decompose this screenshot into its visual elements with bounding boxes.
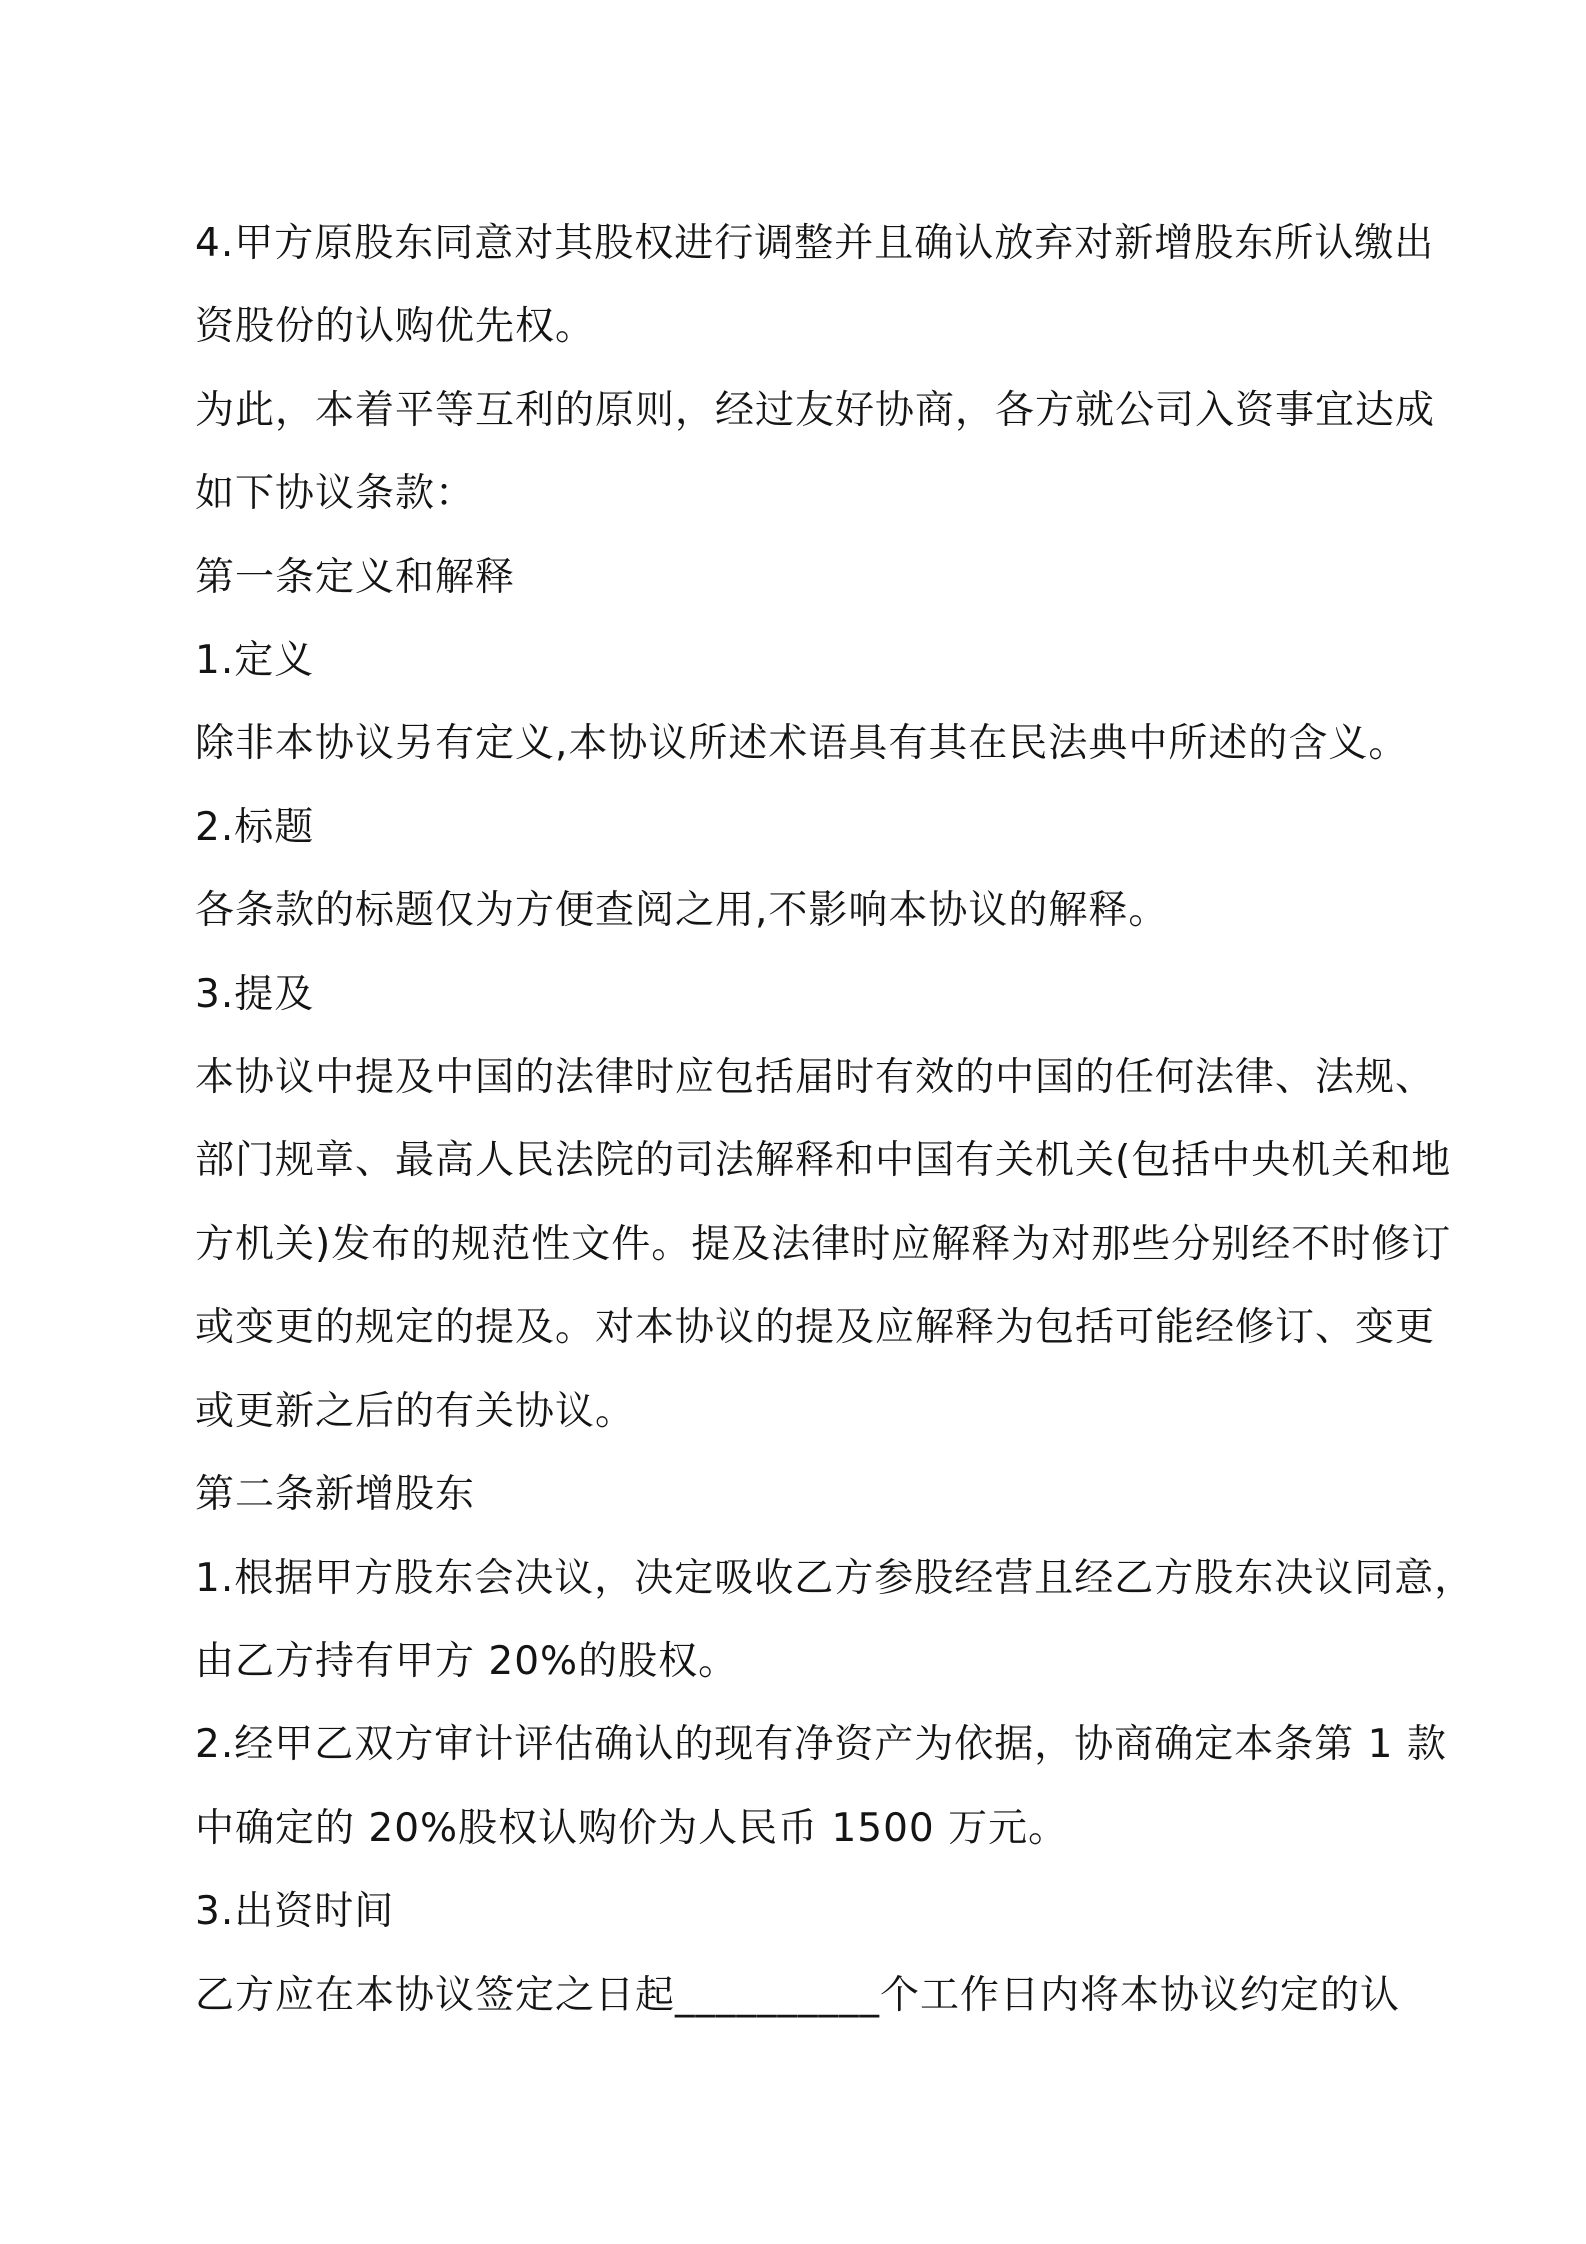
text-line: 各条款的标题仅为方便查阅之用,不影响本协议的解释。 <box>195 888 1169 934</box>
document-body <box>195 202 1475 2037</box>
section-heading: 第二条新增股东 <box>195 1472 476 1518</box>
text-line: 如下协议条款： <box>195 471 476 517</box>
text-line: 方机关)发布的规范性文件。提及法律时应解释为对那些分别经不时修订 <box>195 1221 1452 1267</box>
clause-heading: 3.出资时间 <box>195 1889 395 1935</box>
text-line: 除非本协议另有定义,本协议所述术语具有其在民法典中所述的含义。 <box>195 721 1409 767</box>
clause-heading: 2.标题 <box>195 804 315 850</box>
section-heading: 第一条定义和解释 <box>195 554 516 600</box>
text-line: 2.经甲乙双方审计评估确认的现有净资产为依据，协商确定本条第 1 款 <box>195 1722 1447 1768</box>
text-line: 由乙方持有甲方 20%的股权。 <box>195 1638 739 1684</box>
text-line: 1.根据甲方股东会决议，决定吸收乙方参股经营且经乙方股东决议同意， <box>195 1555 1475 1601</box>
text-line: 部门规章、最高人民法院的司法解释和中国有关机关(包括中央机关和地 <box>195 1138 1452 1184</box>
text-line: 或更新之后的有关协议。 <box>195 1388 636 1434</box>
clause-heading: 1.定义 <box>195 638 315 684</box>
text-line: 乙方应在本协议签定之日起__________个工作日内将本协议约定的认 <box>195 1972 1401 2018</box>
text-line: 4.甲方原股东同意对其股权进行调整并且确认放弃对新增股东所认缴出 <box>195 221 1435 266</box>
text-line: 本协议中提及中国的法律时应包括届时有效的中国的任何法律、法规、 <box>195 1055 1436 1101</box>
text-line: 为此，本着平等互利的原则，经过友好协商，各方就公司入资事宜达成 <box>195 387 1436 433</box>
text-line: 中确定的 20%股权认购价为人民币 1500 万元。 <box>195 1805 1069 1851</box>
clause-heading: 3.提及 <box>195 971 315 1017</box>
text-line: 资股份的认购优先权。 <box>195 304 596 350</box>
text-line: 或变更的规定的提及。对本协议的提及应解释为包括可能经修订、变更 <box>195 1305 1436 1351</box>
